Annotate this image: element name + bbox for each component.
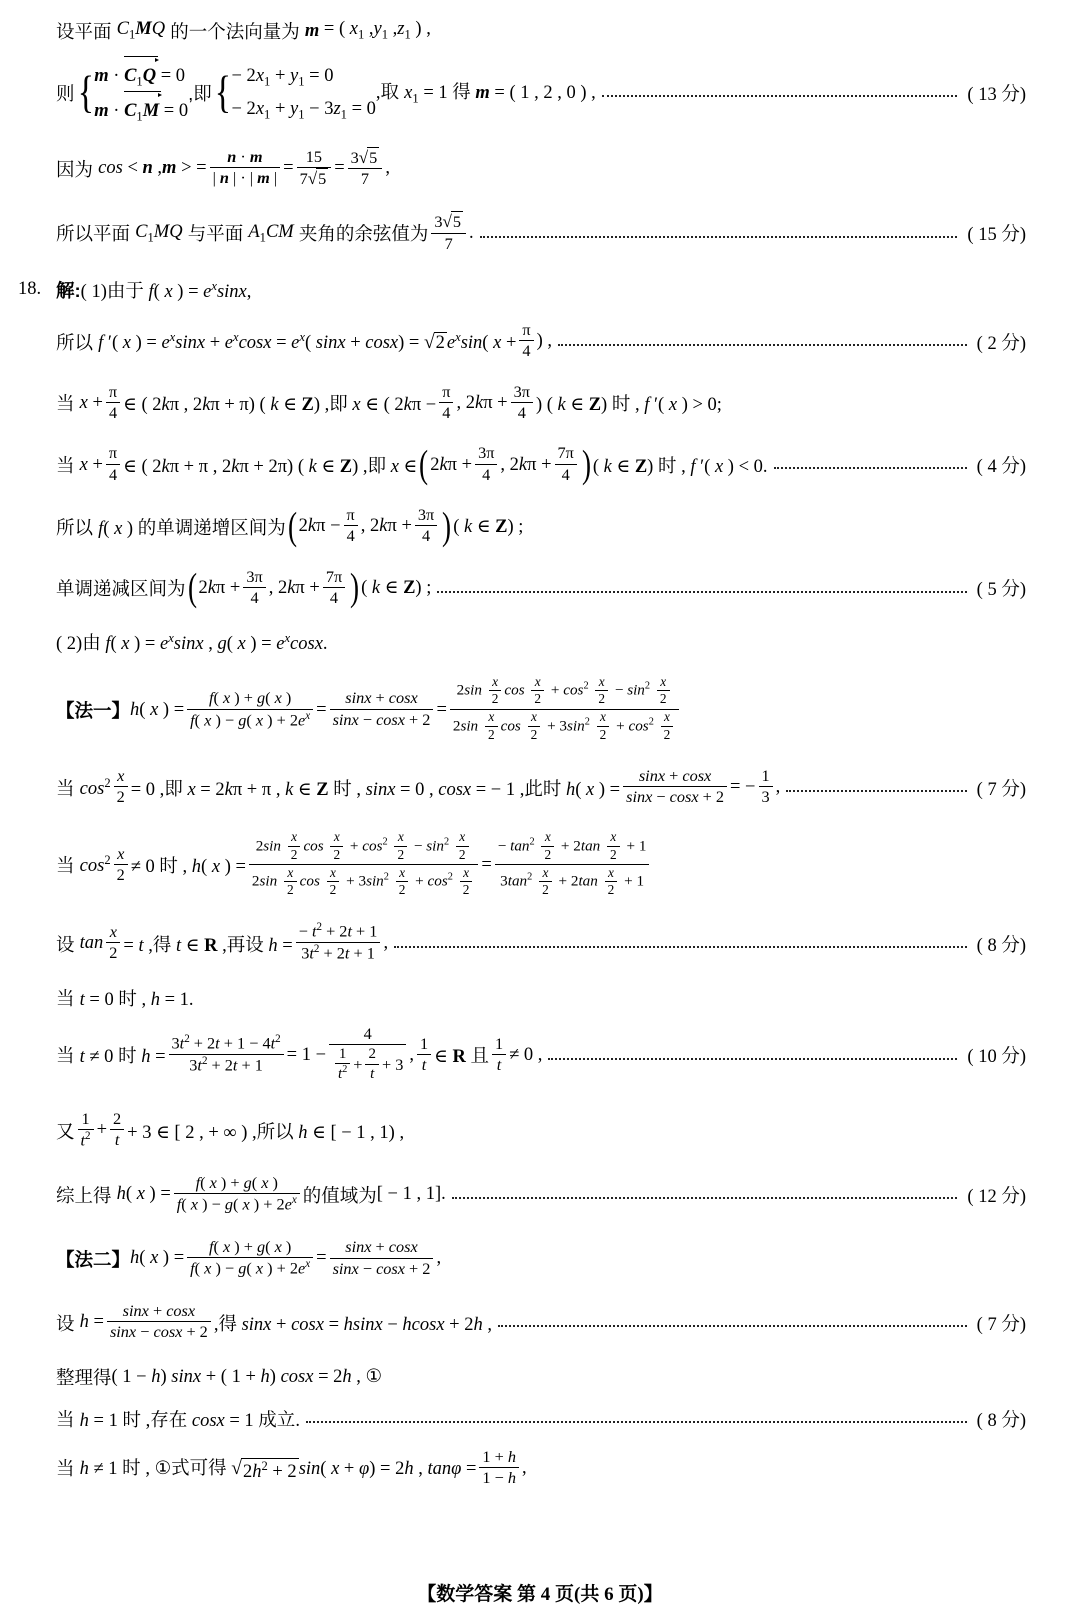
dot-leader bbox=[602, 82, 958, 97]
fraction-1-3: $\frac{1}{3}$ bbox=[759, 766, 773, 808]
line-derivative: 所以 f ′( x ) = $e^x\sin x + e^x\cos x = e^x$( sinx + cosx) = √ 2 $e^x\sin$( x + $\frac{\pi}{4}$ ) , ( 2 分) bbox=[56, 319, 1026, 361]
score-5: ( 5 分) bbox=[976, 580, 1026, 601]
line-increasing-interval-result: 所以 f( x ) 的单调递增区间为 ( 2kπ − $\frac{\pi}{4}$ , 2kπ + $\frac{3\pi}{4}$ ) ( k ∈ Z) ; bbox=[56, 504, 524, 548]
page-footer: 【数学答案 第 4 页(共 6 页)】 bbox=[417, 1584, 663, 1605]
line-rearranged: 整理得 ( 1 − h) sinx + ( 1 + h) cosx = 2h , ① bbox=[56, 1366, 383, 1388]
line-cos-nonzero-case: 当 $\cos^2$ $\frac{x}{2}$ ≠ 0 时 , h( x ) = 2sin $\frac{x}{2}$ cos $\frac{x}{2}$ + $\cos^2$ $\frac{x}{2}$ − $\sin^2$ $\frac{x}{2}$ 2sin $\frac{x}{2}$ cos $\frac{x}{2}$ + $3\sin^2$ $\frac{x}{2}$ + $\cos^2$ $\frac{x}{2}$ = − $\tan^2$ $\frac{x}{2}$ + 2tan $\frac{x}{2}$ + 1 $3\tan^2$ $\frac{x}{2}$ + 2tan $\frac{x}{2}$ + 1 bbox=[56, 831, 1026, 901]
line-decreasing-interval-condition: 当 x + $\frac{\pi}{4}$ ∈ ( 2kπ + π , 2kπ + 2π) ( k ∈ Z) ,即 x ∈ ( 2kπ + $\frac{3\pi}{4}$ , 2kπ + $\frac{7\pi}{4}$ ) ( k ∈ Z) 时 , f ′( x ) < 0. ( 4 分) bbox=[56, 442, 1026, 486]
line-set-h: 设 h = $\frac{\sin x + \cos x}{\sin x - \cos x + 2}$ ,得 sinx + cosx = hsinx − hcosx + 2h , ( 7 分) bbox=[56, 1301, 1026, 1342]
fraction-x-2-c: $\frac{x}{2}$ bbox=[106, 922, 120, 964]
score-13: ( 13 分) bbox=[967, 84, 1026, 105]
fraction-pi-4-c: $\frac{\pi}{4}$ bbox=[106, 443, 120, 485]
line-cosine-computation: 因为 cos < n ,m > = $\frac{n \cdot m}{| n | \cdot | m |}$ = 15 7 √ 5 = 3 √ 5 7 , bbox=[56, 146, 390, 188]
dot-leader bbox=[774, 455, 967, 470]
line-t-nonzero: 当 t ≠ 0 时 h = $\frac{3t^2 + 2t + 1 - 4t^2}{3t^2 + 2t + 1}$ = 1 − 4 $\frac{1}{t^2}$ + $\frac{2}{t}$ + 3 , $\frac{1}{t}$ ∈ R 且 $\frac{1}{t}$ ≠ 0 , ( 10 分) bbox=[56, 1025, 1026, 1086]
dot-leader bbox=[786, 777, 966, 792]
fraction-7pi-4-a: $\frac{7\pi}{4}$ bbox=[555, 443, 577, 485]
line-system-equations: 则 { $m \cdot C_1Q = 0$ $m \cdot C_1M = 0$ ,即 { − $2x_1 + y_1 = 0$ − $2x_1 + y_1 - 3z_1 = 0$ ,取 $x_1 = 1$ 得 m = ( 1 , 2 , 0 ) , ( 13 分) bbox=[56, 58, 1026, 127]
fraction-2-t: $\frac{2}{t}$ bbox=[110, 1109, 124, 1151]
fraction-pi-4: $\frac{\pi}{4}$ bbox=[519, 320, 533, 362]
fraction-1-t2: $\frac{1}{t^2}$ bbox=[78, 1109, 94, 1151]
line-cos-zero-case: 当 $\cos^2$ $\frac{x}{2}$ = 0 ,即 x = 2kπ + π , k ∈ Z 时 , sinx = 0 , cosx = − 1 ,此时 h( x ) = $\frac{\sin x + \cos x}{\sin x - \cos x + 2}$ = − $\frac{1}{3}$ , ( 7 分) bbox=[56, 766, 1026, 807]
fraction-t-expression: $\frac{- t^2 + 2t + 1}{3t^2 + 2t + 1}$ bbox=[296, 921, 381, 964]
dot-leader bbox=[437, 578, 966, 593]
line-h-equals-1: 当 h = 1 时 ,存在 cosx = 1 成立. ( 8 分) bbox=[56, 1406, 1026, 1432]
line-method-one: 【法一】 h( x ) = $\frac{f( x ) + g( x )}{f( x ) - g( x ) + 2e^x}$ = $\frac{\sin x + \cos x}{\sin x - \cos x + 2}$ = 2sin $\frac{x}{2}$ cos $\frac{x}{2}$ + $\cos^2$ $\frac{x}{2}$ − $\sin^2$ $\frac{x}{2}$ 2sin $\frac{x}{2}$ cos $\frac{x}{2}$ + $3\sin^2$ $\frac{x}{2}$ + $\cos^2$ $\frac{x}{2}$ bbox=[56, 675, 1026, 745]
case-block-2: { − $2x_1 + y_1 = 0$ − $2x_1 + y_1 - 3z_1 = 0$ bbox=[214, 66, 376, 122]
fraction-answer-cos: 3 √ 5 7 bbox=[431, 211, 466, 254]
line-increasing-interval-condition: 当 x + $\frac{\pi}{4}$ ∈ ( 2kπ , 2kπ + π) ( k ∈ Z) ,即 x ∈ ( 2kπ − $\frac{\pi}{4}$ , 2kπ + $\frac{3\pi}{4}$ ) ( k ∈ Z) 时 , f ′( x ) > 0; bbox=[56, 381, 722, 422]
question-number: 18. bbox=[18, 279, 42, 300]
method-one-tag: 【法一】 bbox=[56, 700, 131, 722]
fraction-3pi-4-a: $\frac{3\pi}{4}$ bbox=[511, 382, 533, 424]
line-h-not-1: 当 h ≠ 1 时 , ①式可得 √ $2h^2 + 2$ sin( x + φ) = 2h , tanφ = $\frac{1 + h}{1 - h}$ , bbox=[56, 1446, 527, 1488]
fraction-3pi-4-c: $\frac{3\pi}{4}$ bbox=[415, 505, 437, 547]
fraction-x-2-a: $\frac{x}{2}$ bbox=[114, 766, 128, 808]
score-7b: ( 7 分) bbox=[976, 1314, 1026, 1335]
fraction-1h-1h: $\frac{1 + h}{1 - h}$ bbox=[479, 1447, 519, 1489]
fraction-tan-form: − $\tan^2$ $\frac{x}{2}$ + 2tan $\frac{x}{2}$ + 1 $3\tan^2$ $\frac{x}{2}$ + 2tan $\frac{x}{2}$ + 1 bbox=[495, 830, 650, 900]
line-range-argument: 又 $\frac{1}{t^2}$ + $\frac{2}{t}$ + 3 ∈ [ 2 , + ∞ ) ,所以 h ∈ [ − 1 , 1) , bbox=[56, 1108, 405, 1150]
line-normal-vector: 设平面 $C_1MQ$ 的一个法向量为 m = ( $x_1$ $,y_1$ $,z_1$ ) , bbox=[56, 19, 431, 42]
line-final-range: 综上得 h( x ) = $\frac{f( x ) + g( x )}{f( x ) - g( x ) + 2e^x}$ 的值域为 [ − 1 , 1]. ( 12 分) bbox=[56, 1172, 1026, 1214]
fraction-sin-cos-d: $\frac{\sin x + \cos x}{\sin x - \cos x + 2}$ bbox=[107, 1301, 211, 1343]
score-10: ( 10 分) bbox=[967, 1047, 1026, 1068]
dot-leader bbox=[306, 1408, 967, 1423]
score-2: ( 2 分) bbox=[976, 333, 1026, 354]
fraction-sin-cos-c: $\frac{\sin x + \cos x}{\sin x - \cos x + 2}$ bbox=[330, 1237, 434, 1279]
fraction-sin-cos-b: $\frac{\sin x + \cos x}{\sin x - \cos x + 2}$ bbox=[623, 766, 727, 808]
fraction-1-t-b: $\frac{1}{t}$ bbox=[492, 1034, 506, 1076]
line-conclusion-angle: 所以平面 $C_1MQ$ 与平面 $A_1CM$ 夹角的余弦值为 3 √ 5 7 . ( 15 分) bbox=[56, 212, 1026, 253]
dot-leader bbox=[452, 1184, 958, 1199]
fraction-pi-4-a: $\frac{\pi}{4}$ bbox=[106, 382, 120, 424]
fraction-3pi-4-d: $\frac{3\pi}{4}$ bbox=[243, 567, 265, 609]
fraction-half-angle-2: 2sin $\frac{x}{2}$ cos $\frac{x}{2}$ + $\cos^2$ $\frac{x}{2}$ − $\sin^2$ $\frac{x}{2}$ 2sin $\frac{x}{2}$ cos $\frac{x}{2}$ + $3\sin^2$ $\frac{x}{2}$ + $\cos^2$ $\frac{x}{2}$ bbox=[249, 830, 478, 900]
line-decreasing-interval-result: 单调递减区间为 ( 2kπ + $\frac{3\pi}{4}$ , 2kπ + $\frac{7\pi}{4}$ ) ( k ∈ Z) ; ( 5 分) bbox=[56, 566, 1026, 610]
dot-leader bbox=[394, 933, 967, 948]
answer-body bbox=[18, 18, 1026, 1499]
left-brace-icon: { bbox=[77, 67, 94, 118]
fraction-h-definition-3: $\frac{f( x ) + g( x )}{f( x ) - g( x ) + 2e^x}$ bbox=[187, 1237, 313, 1279]
case-block-1: { $m \cdot C_1Q = 0$ $m \cdot C_1M = 0$ bbox=[75, 58, 189, 127]
fraction-1-t-a: $\frac{1}{t}$ bbox=[417, 1034, 431, 1076]
line-substitute-t: 设 tan $\frac{x}{2}$ = t ,得 t ∈ R ,再设 h = $\frac{- t^2 + 2t + 1}{3t^2 + 2t + 1}$ , ( 8 分) bbox=[56, 921, 1026, 963]
method-two-tag: 【法二】 bbox=[56, 1248, 131, 1270]
dot-leader bbox=[558, 331, 967, 346]
score-8b: ( 8 分) bbox=[976, 1410, 1026, 1431]
fraction-pi-4-d: $\frac{\pi}{4}$ bbox=[344, 505, 358, 547]
fraction-15-7root5: 15 7 √ 5 bbox=[297, 147, 332, 190]
fraction-x-2-b: $\frac{x}{2}$ bbox=[114, 844, 128, 886]
line-part2-setup: ( 2)由 f( x ) = $e^x\sin x$ , g( x ) = $e^x\cos x$. bbox=[56, 631, 328, 655]
fraction-h-definition: $\frac{f( x ) + g( x )}{f( x ) - g( x ) + 2e^x}$ bbox=[187, 688, 313, 730]
fraction-simplify-1: $\frac{3t^2 + 2t + 1 - 4t^2}{3t^2 + 2t + 1}$ bbox=[169, 1033, 284, 1076]
dot-leader bbox=[548, 1045, 957, 1060]
dot-leader bbox=[480, 223, 958, 238]
question-18-line: 18. 解: ( 1)由于 f( x ) = $e^x\sin x$, bbox=[18, 278, 252, 302]
fraction-pi-4-b: $\frac{\pi}{4}$ bbox=[439, 382, 453, 424]
fraction-dot-product: $\frac{n \cdot m}{| n | \cdot | m |}$ bbox=[210, 147, 281, 189]
fraction-3root5-7: 3 √ 5 7 bbox=[348, 147, 383, 190]
dot-leader bbox=[498, 1312, 967, 1327]
fraction-3pi-4-b: $\frac{3\pi}{4}$ bbox=[475, 443, 497, 485]
line-t-zero: 当 t = 0 时 , h = 1. bbox=[56, 987, 194, 1010]
fraction-7pi-4-b: $\frac{7\pi}{4}$ bbox=[323, 567, 345, 609]
score-4: ( 4 分) bbox=[976, 457, 1026, 477]
line-method-two: 【法二】 h( x ) = $\frac{f( x ) + g( x )}{f( x ) - g( x ) + 2e^x}$ = $\frac{\sin x + \cos x}{\sin x - \cos x + 2}$ , bbox=[56, 1236, 442, 1278]
score-15: ( 15 分) bbox=[967, 225, 1026, 246]
fraction-h-definition-2: $\frac{f( x ) + g( x )}{f( x ) - g( x ) + 2e^x}$ bbox=[174, 1173, 300, 1215]
fraction-sin-cos: $\frac{\sin x + \cos x}{\sin x - \cos x + 2}$ bbox=[330, 688, 434, 730]
score-7a: ( 7 分) bbox=[976, 779, 1026, 800]
score-12: ( 12 分) bbox=[967, 1186, 1026, 1207]
left-brace-icon-2: { bbox=[214, 67, 231, 118]
fraction-4-over-expr: 4 $\frac{1}{t^2}$ + $\frac{2}{t}$ + 3 bbox=[329, 1024, 406, 1085]
score-8a: ( 8 分) bbox=[976, 935, 1026, 956]
fraction-half-angle: 2sin $\frac{x}{2}$ cos $\frac{x}{2}$ + $\cos^2$ $\frac{x}{2}$ − $\sin^2$ $\frac{x}{2}$ 2sin $\frac{x}{2}$ cos $\frac{x}{2}$ + $3\sin^2$ $\frac{x}{2}$ + $\cos^2$ $\frac{x}{2}$ bbox=[450, 674, 679, 744]
